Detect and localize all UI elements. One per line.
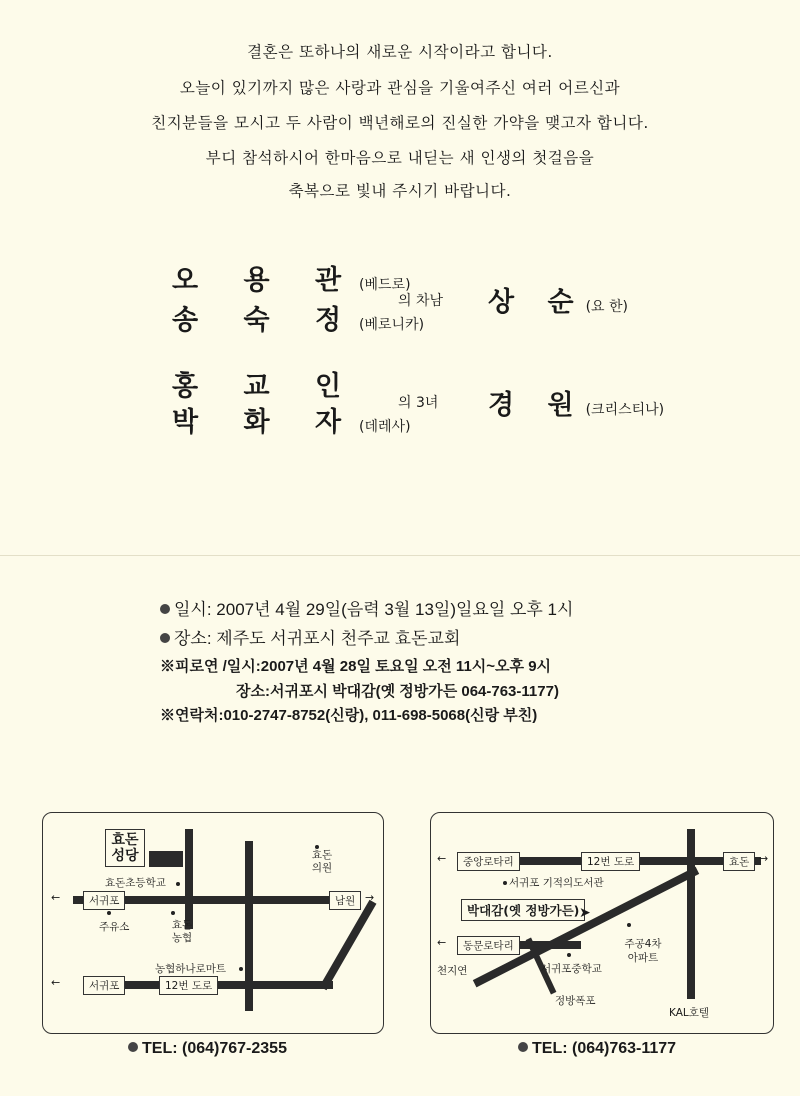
school-dot bbox=[176, 882, 180, 886]
date-text: 일시: 2007년 4월 29일(음력 3월 13일)일요일 오후 1시 bbox=[174, 600, 574, 619]
arrow-left-icon: ← bbox=[437, 936, 447, 949]
bride-father-name: 홍 교 인 bbox=[172, 371, 360, 402]
tel-right bbox=[518, 1040, 676, 1058]
arrow-pointer-icon: ➤ bbox=[579, 905, 591, 921]
intro-line-5: 축복으로 빛내 주시기 바랍니다. bbox=[288, 182, 512, 200]
restaurant-tag: 박대감(옛 정방가든) bbox=[461, 899, 585, 921]
map-church bbox=[42, 812, 384, 1034]
bride-mother-note: (데레사) bbox=[359, 419, 411, 435]
bullet-icon bbox=[128, 1042, 138, 1052]
arrow-left-icon: ← bbox=[437, 852, 447, 865]
groom-relation: 의 차남 bbox=[398, 293, 444, 309]
arrow-left-icon: ← bbox=[51, 976, 61, 989]
date-line bbox=[160, 595, 573, 620]
church-building bbox=[149, 851, 183, 867]
bride-name-text: 경 원 bbox=[488, 390, 586, 421]
mart-dot bbox=[239, 967, 243, 971]
library-label: 서귀포 기적의도서관 bbox=[509, 877, 604, 889]
bullet-icon bbox=[160, 633, 170, 643]
bride-mother bbox=[172, 400, 411, 439]
rotary2-tag: 동문로타리 bbox=[457, 936, 520, 955]
coop-label: 효돈 농협 bbox=[171, 919, 193, 944]
bride-relation: 의 3녀 bbox=[398, 395, 439, 411]
intro-line-3: 친지분들을 모시고 두 사람이 백년해로의 진실한 가약을 맺고자 합니다. bbox=[151, 114, 649, 132]
west-tag-2: 서귀포 bbox=[83, 976, 125, 995]
apt-label: 주공4차 아파트 bbox=[624, 938, 662, 964]
road-diagonal bbox=[320, 900, 377, 991]
apt-dot bbox=[627, 923, 631, 927]
bride-father bbox=[172, 364, 359, 403]
road-vertical-right bbox=[687, 829, 695, 999]
groom-mother-note: (베로니카) bbox=[359, 317, 425, 333]
map-reception bbox=[430, 812, 774, 1034]
library-dot bbox=[503, 881, 507, 885]
contact-line: ※연락처:010-2747-8752(신랑), 011-698-5068(신랑 부친) bbox=[160, 707, 538, 724]
groom-mother-name: 송 숙 정 bbox=[172, 305, 360, 336]
road12-right-tag: 12번 도로 bbox=[581, 852, 640, 871]
clinic-dot bbox=[315, 845, 319, 849]
road12-tag: 12번 도로 bbox=[159, 976, 218, 995]
groom-name bbox=[488, 280, 628, 319]
arrow-left-icon: ← bbox=[51, 891, 61, 904]
intro-line-4: 부디 참석하시어 한마음으로 내딛는 새 인생의 첫걸음을 bbox=[205, 149, 595, 167]
mart-label: 농협하나로마트 bbox=[155, 963, 227, 975]
place-line bbox=[160, 624, 460, 649]
bullet-icon bbox=[160, 604, 170, 614]
gas-dot bbox=[107, 911, 111, 915]
bride-name bbox=[488, 383, 664, 422]
road-vertical-1 bbox=[185, 829, 193, 929]
mschool-dot bbox=[567, 953, 571, 957]
reception-place: 장소:서귀포시 박대감(옛 정방가든 064-763-1177) bbox=[236, 683, 559, 700]
west-tag-1: 서귀포 bbox=[83, 891, 125, 910]
groom-father-name: 오 용 관 bbox=[172, 265, 360, 296]
church-label: 효돈 성당 bbox=[105, 829, 145, 867]
hyodon-tag: 효돈 bbox=[723, 852, 755, 871]
tel-right-text: TEL: (064)763-1177 bbox=[532, 1040, 677, 1057]
groom-name-note: (요 한) bbox=[585, 299, 629, 315]
groom-name-text: 상 순 bbox=[488, 287, 586, 318]
bullet-icon bbox=[518, 1042, 528, 1052]
fold-line bbox=[0, 555, 800, 556]
reception-date: ※피로연 /일시:2007년 4월 28일 토요일 오전 11시~오후 9시 bbox=[160, 658, 552, 675]
hotel-label: KAL호텔 bbox=[669, 1007, 710, 1019]
tel-left-text: TEL: (064)767-2355 bbox=[142, 1040, 287, 1057]
rotary1-tag: 중앙로타리 bbox=[457, 852, 520, 871]
arrow-right-icon: → bbox=[365, 891, 375, 904]
bride-mother-name: 박 화 자 bbox=[172, 407, 360, 438]
place-text: 장소: 제주도 서귀포시 천주교 효돈교회 bbox=[174, 629, 461, 648]
school-label: 효돈초등학교 bbox=[105, 877, 166, 889]
clinic-label: 효돈 의원 bbox=[311, 849, 333, 874]
groom-mother bbox=[172, 298, 424, 337]
jiyeon-label: 천지연 bbox=[437, 965, 468, 977]
tel-left bbox=[128, 1040, 287, 1058]
coop-dot bbox=[171, 911, 175, 915]
falls-label: 정방폭포 bbox=[555, 995, 596, 1007]
groom-father bbox=[172, 258, 411, 297]
intro-line-1: 결혼은 또하나의 새로운 시작이라고 합니다. bbox=[247, 43, 553, 61]
arrow-right-icon: → bbox=[759, 852, 769, 865]
mschool-label: 서귀포중학교 bbox=[541, 963, 602, 975]
namwon-tag: 남원 bbox=[329, 891, 361, 910]
bride-name-note: (크리스티나) bbox=[585, 402, 665, 418]
groom-father-note: (베드로) bbox=[359, 277, 411, 293]
intro-line-2: 오늘이 있기까지 많은 사랑과 관심을 기울여주신 여러 어르신과 bbox=[179, 79, 621, 97]
gas-label: 주유소 bbox=[99, 921, 130, 933]
